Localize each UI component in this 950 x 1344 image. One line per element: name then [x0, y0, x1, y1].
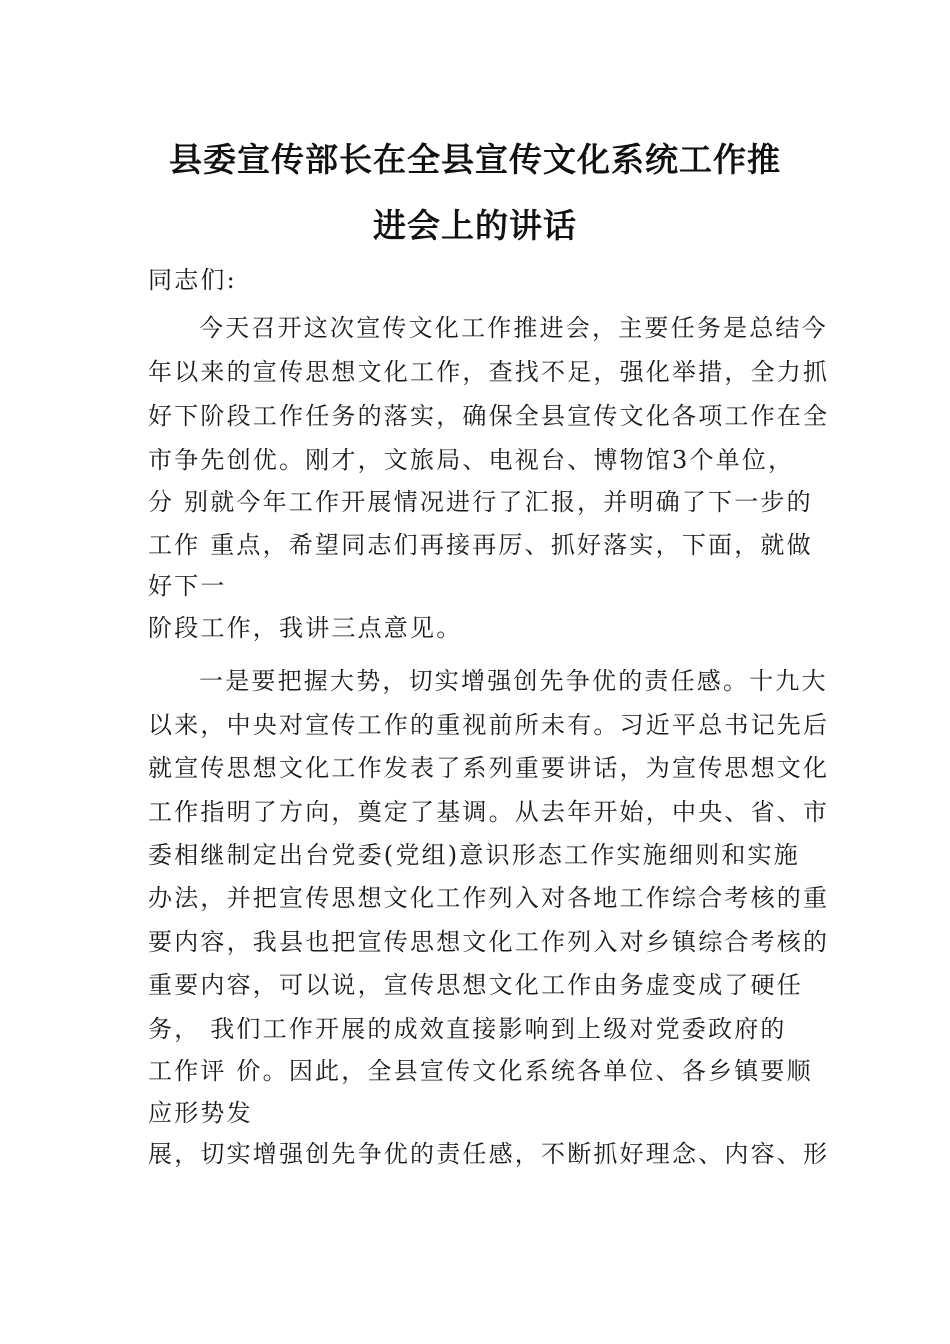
paragraph-2-line: 工作评 价。因此，全县宣传文化系统各单位、各乡镇要顺 [148, 1057, 813, 1085]
paragraph-1-line: 好下阶段工作任务的落实，确保全县宣传文化各项工作在全 [148, 402, 830, 430]
paragraph-1-line: 工作 重点，希望同志们再接再厉、抓好落实，下面，就做 [148, 531, 813, 559]
document-title-line-1: 县委宣传部长在全县宣传文化系统工作推 [169, 140, 781, 179]
paragraph-2-line: 办法，并把宣传思想文化工作列入对各地工作综合考核的重 [148, 884, 830, 912]
paragraph-2-line: 就宣传思想文化工作发表了系列重要讲话，为宣传思想文化 [148, 754, 830, 782]
paragraph-1-line: 今天召开这次宣传文化工作推进会，主要任务是总结今 [199, 314, 828, 342]
paragraph-1-line: 年以来的宣传思想文化工作，查找不足，强化举措，全力抓 [148, 358, 830, 386]
paragraph-1-line: 阶段工作，我讲三点意见。 [148, 614, 463, 642]
paragraph-2-line: 重要内容，可以说，宣传思想文化工作由务虚变成了硬任 [148, 971, 803, 999]
paragraph-2-line: 一是要把握大势，切实增强创先争优的责任感。十九大 [199, 667, 828, 695]
paragraph-2-line: 以来，中央对宣传工作的重视前所未有。习近平总书记先后 [148, 711, 830, 739]
salutation: 同志们: [148, 266, 237, 294]
paragraph-1-line: 分 别就今年工作开展情况进行了汇报，并明确了下一步的 [148, 488, 813, 516]
paragraph-2-line: 务， 我们工作开展的成效直接影响到上级对党委政府的 [148, 1015, 787, 1043]
paragraph-2-line: 工作指明了方向，奠定了基调。从去年开始，中央、省、市 [148, 798, 830, 826]
paragraph-2-line: 应形势发 [148, 1099, 253, 1127]
document-title-line-2: 进会上的讲话 [373, 206, 577, 245]
paragraph-2-line: 委相继制定出台党委(党组)意识形态工作实施细则和实施 [148, 841, 800, 869]
paragraph-1-line: 好下一 [148, 572, 227, 600]
paragraph-2-line: 展，切实增强创先争优的责任感，不断抓好理念、内容、形 [148, 1140, 830, 1168]
paragraph-1-line: 市争先创优。刚才，文旅局、电视台、博物馆3个单位， [148, 446, 795, 474]
paragraph-2-line: 要内容，我县也把宣传思想文化工作列入对乡镇综合考核的 [148, 928, 830, 956]
